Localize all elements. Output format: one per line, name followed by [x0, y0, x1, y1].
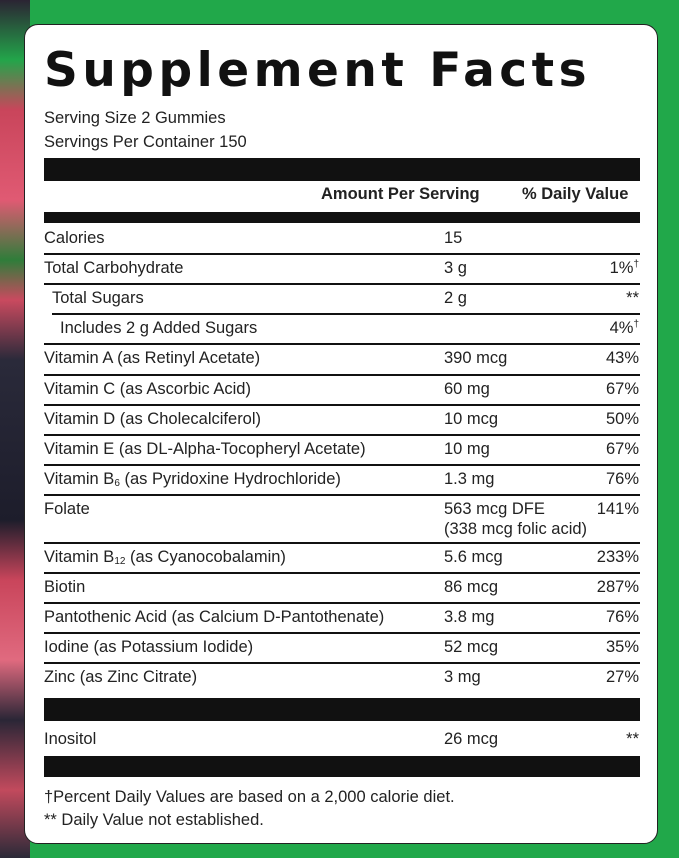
nutrient-dv: ** [626, 289, 639, 307]
nutrient-amount: 3.8 mg [444, 608, 495, 626]
nutrient-amount: 390 mcg [444, 349, 508, 367]
nutrient-name: Vitamin D (as Cholecalciferol) [44, 410, 262, 428]
daily-value-header: % Daily Value [522, 185, 629, 203]
nutrient-amount: 60 mg [444, 380, 490, 398]
nutrient-name: Pantothenic Acid (as Calcium D-Pantothenate) [44, 608, 385, 626]
nutrient-dv: 76% [605, 470, 639, 488]
bottom-divider [44, 756, 640, 777]
nutrient-amount: 10 mcg [444, 410, 499, 428]
nutrient-amount: 1.3 mg [444, 470, 495, 488]
nutrient-row [25, 663, 659, 693]
nutrient-row [25, 375, 659, 405]
nutrient-name: Vitamin A (as Retinyl Acetate) [44, 349, 261, 367]
nutrient-dv: 233% [596, 548, 639, 566]
nutrient-row [25, 314, 659, 344]
nutrient-dv: 4%† [609, 319, 639, 337]
thick-divider [44, 158, 640, 181]
nutrient-dv: 67% [605, 440, 639, 458]
nutrient-amount: 3 g [444, 259, 467, 277]
nutrient-amount: 2 g [444, 289, 467, 307]
section-divider [44, 698, 640, 721]
nutrient-dv: 1%† [609, 259, 639, 277]
footnote-daily-values: †Percent Daily Values are based on a 2,000 calorie diet. [44, 788, 455, 806]
amount-per-serving-header: Amount Per Serving [321, 185, 480, 203]
nutrient-name: Vitamin $B_{12}$ (as Cyanocobalamin) [44, 548, 286, 567]
nutrient-name: Inositol [44, 730, 97, 748]
nutrient-row [25, 254, 659, 284]
footnote-not-established: ** Daily Value not established. [44, 811, 264, 829]
nutrient-name: Vitamin C (as Ascorbic Acid) [44, 380, 251, 398]
nutrient-row-inositol [25, 725, 659, 755]
serving-size: Serving Size 2 Gummies [44, 109, 226, 127]
nutrient-row [25, 633, 659, 663]
nutrient-amount: 10 mg [444, 440, 490, 458]
nutrient-name: Zinc (as Zinc Citrate) [44, 668, 198, 686]
nutrient-dv: 67% [605, 380, 639, 398]
nutrient-row [25, 573, 659, 603]
nutrient-name: Calories [44, 229, 105, 247]
nutrient-amount: 52 mcg [444, 638, 499, 656]
nutrient-row [25, 344, 659, 374]
nutrient-dv: ** [626, 730, 639, 748]
nutrient-amount: 26 mcg [444, 730, 499, 748]
nutrient-name: Total Sugars [52, 289, 144, 307]
nutrient-row [25, 405, 659, 435]
nutrient-row [25, 603, 659, 633]
nutrient-row [25, 224, 659, 254]
nutrient-amount: 563 mcg DFE [444, 500, 545, 518]
nutrient-name: Vitamin E (as DL-Alpha-Tocopheryl Acetate) [44, 440, 366, 458]
nutrient-dv: 35% [605, 638, 639, 656]
nutrient-name: Folate [44, 500, 90, 518]
nutrient-dv: 76% [605, 608, 639, 626]
nutrient-row [25, 284, 659, 314]
nutrient-amount: 86 mcg [444, 578, 499, 596]
nutrient-dv: 50% [605, 410, 639, 428]
header-divider [44, 212, 640, 223]
panel-title: Supplement Facts [44, 43, 592, 98]
nutrient-row [25, 465, 659, 495]
nutrient-row [25, 435, 659, 465]
nutrient-amount: 3 mg [444, 668, 481, 686]
nutrient-dv: 287% [596, 578, 639, 596]
nutrient-name: Includes 2 g Added Sugars [60, 319, 258, 337]
nutrient-dv: 27% [605, 668, 639, 686]
nutrient-name: Biotin [44, 578, 86, 596]
nutrient-amount: 5.6 mcg [444, 548, 503, 566]
nutrient-name: Total Carbohydrate [44, 259, 184, 277]
nutrient-amount: 15 [444, 229, 463, 247]
nutrient-row [25, 495, 659, 538]
nutrient-dv: 141% [596, 500, 639, 518]
nutrient-dv: 43% [605, 349, 639, 367]
nutrient-row [25, 543, 659, 573]
supplement-facts-panel [24, 24, 658, 844]
servings-per-container: Servings Per Container 150 [44, 133, 247, 151]
nutrient-amount-note: (338 mcg folic acid) [444, 520, 588, 538]
nutrient-name: Iodine (as Potassium Iodide) [44, 638, 254, 656]
nutrient-name: Vitamin $B_6$ (as Pyridoxine Hydrochloride) [44, 470, 341, 489]
